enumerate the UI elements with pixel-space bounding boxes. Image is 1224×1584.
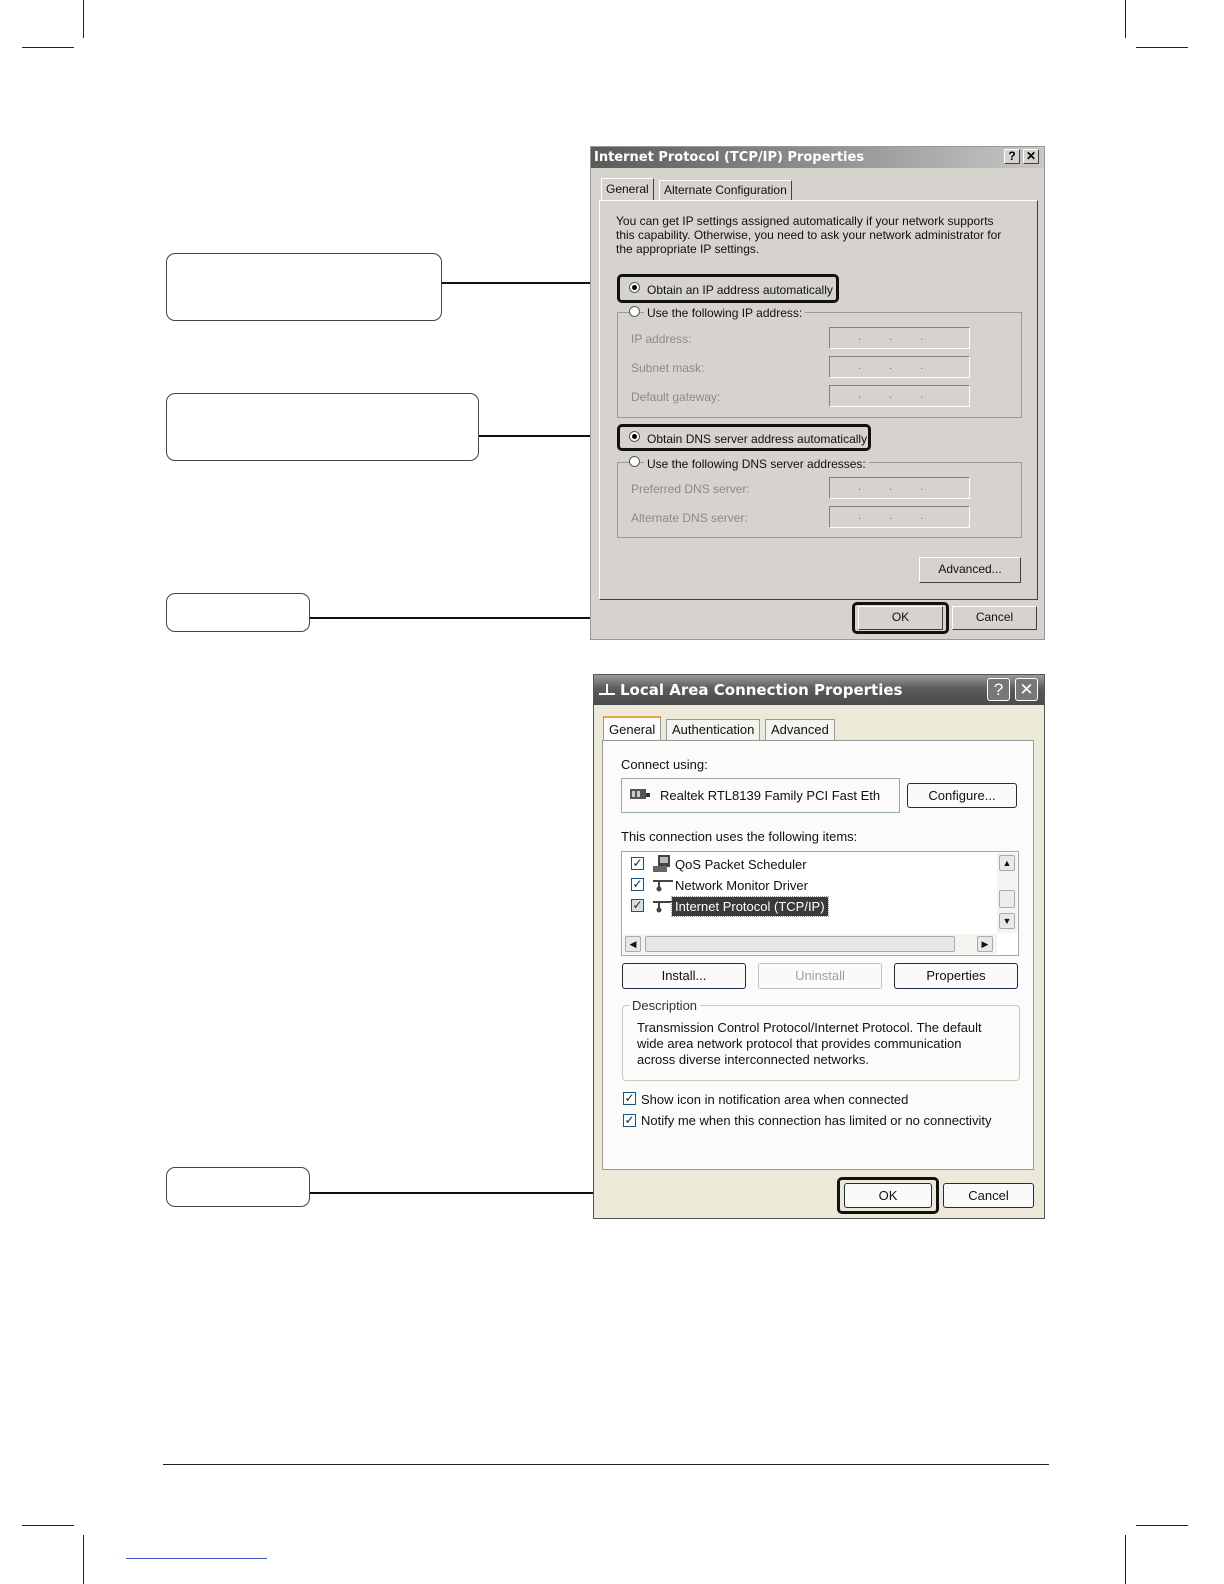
connect-using-label: Connect using: (621, 757, 708, 772)
footer-link-underline (126, 1558, 267, 1559)
item-label: Network Monitor Driver (675, 878, 808, 893)
show-icon-label[interactable]: Show icon in notification area when connected (641, 1092, 909, 1107)
tab-general[interactable]: General (603, 716, 661, 741)
scroll-up-icon[interactable]: ▲ (999, 855, 1015, 871)
ip-address-label: IP address: (631, 332, 692, 346)
install-button[interactable]: Install... (622, 963, 746, 989)
highlight-obtain-dns (617, 424, 871, 451)
list-item[interactable] (622, 875, 992, 895)
tcpip-properties-dialog (590, 146, 1045, 640)
list-item[interactable] (622, 854, 992, 874)
alternate-dns-field[interactable]: ... (829, 506, 970, 528)
scheduler-icon (653, 855, 673, 873)
dialog-title: Local Area Connection Properties (594, 675, 1044, 705)
description-label: Description (629, 998, 700, 1013)
item-checkbox[interactable]: ✓ (632, 898, 643, 912)
callout-box-ok-1 (166, 593, 310, 632)
obtain-ip-auto-label[interactable]: Obtain an IP address automatically (647, 283, 833, 297)
advanced-button[interactable]: Advanced... (919, 557, 1021, 583)
adapter-name: Realtek RTL8139 Family PCI Fast Eth (660, 788, 881, 803)
subnet-mask-label: Subnet mask: (631, 361, 705, 375)
scroll-right-icon[interactable]: ▶ (977, 936, 993, 952)
default-gateway-label: Default gateway: (631, 390, 721, 404)
use-following-ip-label[interactable]: Use the following IP address: (644, 306, 805, 320)
protocol-icon (653, 878, 673, 892)
crop-mark (22, 1525, 74, 1526)
preferred-dns-field[interactable]: ... (829, 477, 970, 499)
tab-alternate-configuration[interactable]: Alternate Configuration (659, 180, 792, 200)
show-icon-checkbox[interactable]: ✓ (624, 1091, 635, 1105)
use-following-ip-radio[interactable] (629, 306, 640, 317)
item-checkbox[interactable]: ✓ (632, 856, 643, 870)
items-list (621, 851, 1019, 956)
crop-mark (83, 0, 84, 38)
crop-mark (1136, 47, 1188, 48)
callout-box-ip (166, 253, 442, 321)
help-button[interactable]: ? (987, 678, 1010, 701)
notify-label[interactable]: Notify me when this connection has limited or no connectivity (641, 1113, 992, 1128)
callout-box-ok-2 (166, 1167, 310, 1207)
lan-properties-dialog (593, 674, 1045, 1219)
cancel-button[interactable]: Cancel (943, 1183, 1034, 1208)
alternate-dns-label: Alternate DNS server: (631, 511, 748, 525)
configure-button[interactable]: Configure... (907, 783, 1017, 808)
notify-checkbox[interactable]: ✓ (624, 1113, 635, 1127)
protocol-icon (653, 899, 673, 913)
tab-general[interactable]: General (601, 178, 654, 201)
general-tab-panel (602, 740, 1034, 1170)
scroll-left-icon[interactable]: ◀ (625, 936, 641, 952)
help-button[interactable]: ? (1004, 149, 1020, 164)
network-icon (598, 682, 616, 698)
close-button[interactable]: ✕ (1015, 678, 1038, 701)
dialog-title: Internet Protocol (TCP/IP) Properties (591, 147, 1044, 168)
footer-rule (163, 1464, 1049, 1465)
items-label: This connection uses the following items: (621, 829, 858, 844)
use-following-dns-label[interactable]: Use the following DNS server addresses: (644, 457, 869, 471)
uninstall-button: Uninstall (758, 963, 882, 989)
description-text: Transmission Control Protocol/Internet Protocol. The default wide area network protocol that provides communication across diverse interconnected networks. (637, 1020, 982, 1067)
crop-mark (1136, 1525, 1188, 1526)
close-button[interactable]: ✕ (1023, 149, 1039, 164)
tab-advanced[interactable]: Advanced (765, 719, 835, 740)
obtain-dns-auto-label[interactable]: Obtain DNS server address automatically (647, 432, 868, 446)
crop-mark (1125, 0, 1126, 38)
intro-text: You can get IP settings assigned automatically if your network supports this capability. Otherwise, you need to ask your network administrator for the appropriate IP settings. (616, 214, 1002, 256)
highlight-ok-button (837, 1177, 939, 1214)
scroll-thumb[interactable] (999, 890, 1015, 908)
crop-mark (22, 47, 74, 48)
ip-address-field[interactable]: ... (829, 327, 970, 349)
highlight-obtain-ip (617, 274, 839, 303)
default-gateway-field[interactable]: ... (829, 385, 970, 407)
general-tab-panel (599, 200, 1038, 600)
preferred-dns-label: Preferred DNS server: (631, 482, 750, 496)
callout-box-dns (166, 393, 479, 461)
adapter-field (621, 778, 900, 813)
highlight-ok-button (852, 602, 949, 634)
vertical-scrollbar[interactable] (997, 853, 1017, 933)
tab-authentication[interactable]: Authentication (666, 719, 760, 740)
horizontal-scrollbar[interactable] (623, 934, 997, 954)
item-checkbox[interactable]: ✓ (632, 877, 643, 891)
subnet-mask-field[interactable]: ... (829, 356, 970, 378)
network-card-icon (630, 787, 650, 803)
list-item-selected[interactable] (622, 896, 992, 916)
crop-mark (83, 1535, 84, 1584)
properties-button[interactable]: Properties (894, 963, 1018, 989)
item-label: Internet Protocol (TCP/IP) (672, 897, 828, 916)
crop-mark (1125, 1535, 1126, 1584)
item-label: QoS Packet Scheduler (675, 857, 807, 872)
cancel-button[interactable]: Cancel (952, 606, 1037, 630)
use-following-dns-radio[interactable] (629, 456, 640, 467)
scroll-down-icon[interactable]: ▼ (999, 913, 1015, 929)
ok-button[interactable]: OK (844, 1183, 932, 1208)
ok-button[interactable]: OK (858, 606, 943, 630)
scroll-thumb[interactable] (645, 936, 955, 952)
